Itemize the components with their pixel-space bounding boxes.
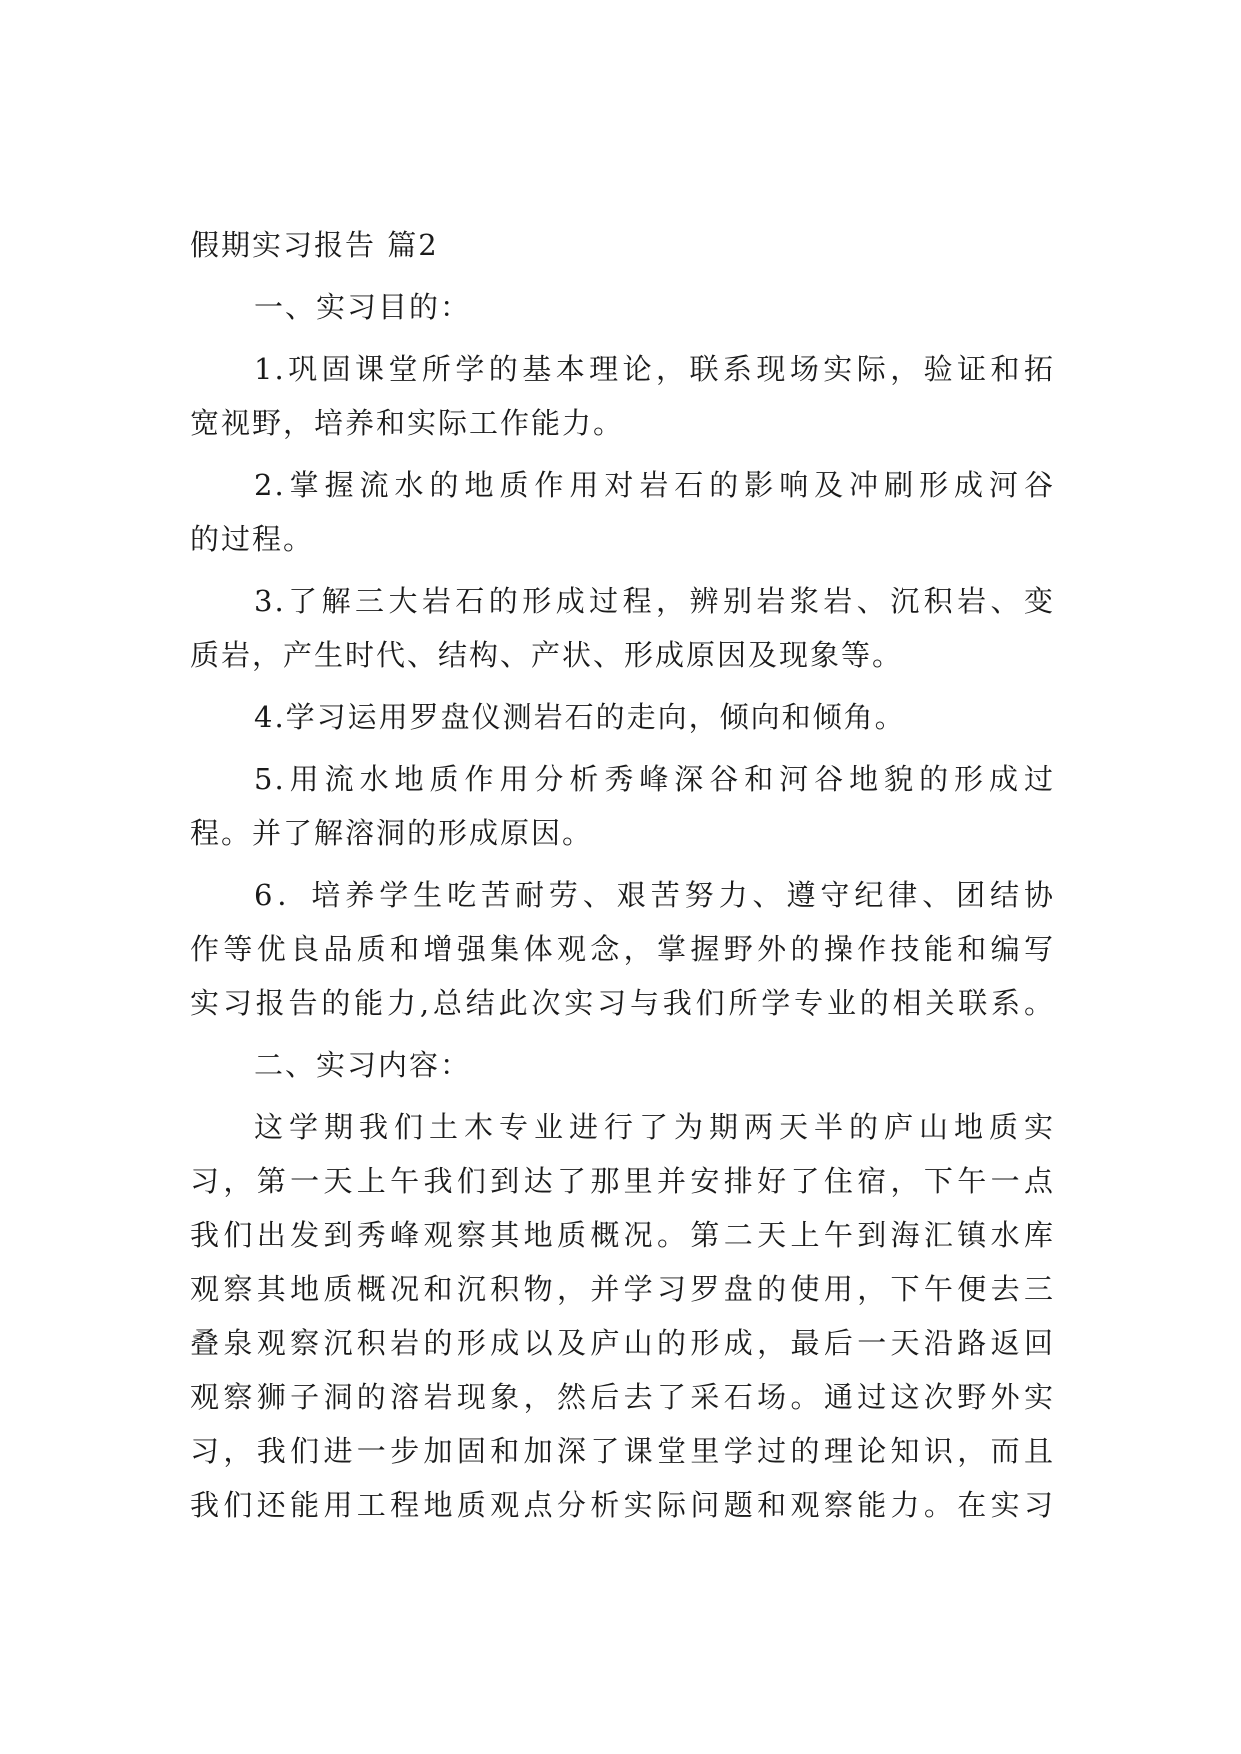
paragraph-line: 1.巩固课堂所学的基本理论，联系现场实际，验证和拓 (254, 352, 1055, 386)
paragraph-line: 习，我们进一步加固和加深了课堂里学过的理论知识，而且 (190, 1434, 1055, 1468)
paragraph-line: 4.学习运用罗盘仪测岩石的走向，倾向和倾角。 (254, 700, 906, 734)
document-body (190, 218, 1055, 1540)
paragraph-line: 的过程。 (190, 522, 315, 556)
list-item (190, 868, 1055, 1030)
document-title: 假期实习报告 篇2 (190, 228, 439, 262)
paragraph-line: 3.了解三大岩石的形成过程，辨别岩浆岩、沉积岩、变 (254, 584, 1055, 618)
list-item (190, 458, 1055, 566)
paragraph-line: 作等优良品质和增强集体观念，掌握野外的操作技能和编写 (190, 932, 1055, 966)
list-item (190, 752, 1055, 860)
paragraph-line: 叠泉观察沉积岩的形成以及庐山的形成，最后一天沿路返回 (190, 1326, 1055, 1360)
list-item (190, 342, 1055, 450)
paragraph-line: 我们出发到秀峰观察其地质概况。第二天上午到海汇镇水库 (190, 1218, 1055, 1252)
section-heading-purpose: 一、实习目的： (254, 290, 472, 324)
list-item (190, 690, 1055, 744)
paragraph-line: 习，第一天上午我们到达了那里并安排好了住宿，下午一点 (190, 1164, 1055, 1198)
paragraph-line: 我们还能用工程地质观点分析实际问题和观察能力。在实习 (190, 1488, 1055, 1522)
paragraph-line: 实习报告的能力,总结此次实习与我们所学专业的相关联系。 (190, 986, 1055, 1020)
section-heading-content: 二、实习内容： (254, 1048, 472, 1082)
paragraph-line: 6．培养学生吃苦耐劳、艰苦努力、遵守纪律、团结协 (254, 878, 1055, 912)
paragraph-line: 质岩，产生时代、结构、产状、形成原因及现象等。 (190, 638, 904, 672)
paragraph-line: 程。并了解溶洞的形成原因。 (190, 816, 594, 850)
paragraph-line: 5.用流水地质作用分析秀峰深谷和河谷地貌的形成过 (254, 762, 1055, 796)
content-paragraph (190, 1100, 1055, 1532)
paragraph-line: 观察狮子洞的溶岩现象，然后去了采石场。通过这次野外实 (190, 1380, 1055, 1414)
paragraph-line: 2.掌握流水的地质作用对岩石的影响及冲刷形成河谷 (254, 468, 1055, 502)
paragraph-line: 观察其地质概况和沉积物，并学习罗盘的使用，下午便去三 (190, 1272, 1055, 1306)
paragraph-line: 宽视野，培养和实际工作能力。 (190, 406, 625, 440)
paragraph-line: 这学期我们土木专业进行了为期两天半的庐山地质实 (254, 1110, 1055, 1144)
list-item (190, 574, 1055, 682)
